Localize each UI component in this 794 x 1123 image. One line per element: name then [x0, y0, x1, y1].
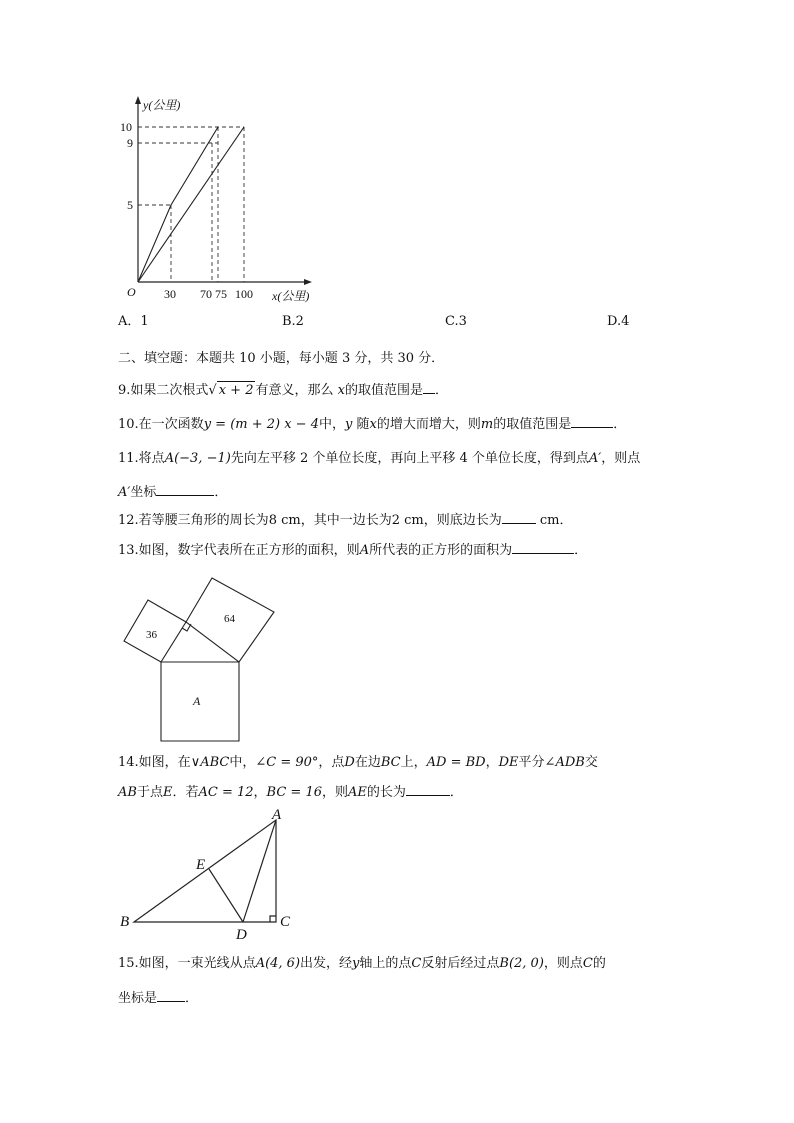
q9-suffix: 的取值范围是: [344, 383, 423, 398]
q11-end1: ，则点: [601, 451, 641, 466]
segment-ad: [243, 820, 276, 922]
option-d[interactable]: D.4: [607, 314, 630, 329]
q11-point: A(−3, −1): [164, 451, 231, 466]
q14-l1g: 平分: [518, 755, 545, 770]
question-10: [118, 414, 626, 434]
q9-var: x: [337, 383, 345, 398]
q12-perimeter: 8 cm: [268, 513, 301, 528]
option-a[interactable]: A．1: [118, 314, 149, 329]
q11-text: 先向左平移 2 个单位长度，再向上平移 4 个单位长度，得到点: [230, 451, 589, 466]
q11-blank[interactable]: [156, 482, 214, 496]
square-right-label: 64: [224, 613, 235, 625]
q11-end: ．: [214, 485, 228, 500]
x-tick-100: 100: [235, 287, 253, 301]
q15-C2: C: [582, 956, 593, 971]
option-c[interactable]: C.3: [445, 314, 467, 329]
q14-l2c: ，: [253, 785, 267, 800]
q14-l1: 14.如图，在: [118, 755, 191, 770]
question-11-line2: [118, 482, 227, 502]
section-heading: 二、填空题：本题共 10 小题，每小题 3 分，共 30 分．: [118, 351, 445, 366]
line-segmented: [138, 127, 218, 282]
origin-label: O: [127, 285, 136, 299]
q15-mid: 出发，经: [300, 956, 353, 971]
right-angle-c: [270, 916, 276, 922]
q9-prefix: 9.如果二次根式: [118, 383, 209, 398]
q14-DE: DE: [498, 755, 519, 770]
option-b[interactable]: B.2: [282, 314, 304, 329]
x-tick-70: 70: [200, 287, 212, 301]
q15-C: C: [411, 956, 422, 971]
q11-point2: A′: [588, 451, 602, 466]
q14-D: D: [344, 755, 355, 770]
line-straight: [138, 127, 244, 282]
q15-blank[interactable]: [157, 988, 185, 1002]
q10-mid: 中，: [318, 417, 345, 432]
y-tick-5: 5: [127, 198, 133, 212]
q15-line2: 坐标是: [118, 991, 158, 1006]
q10-end: ．: [613, 417, 627, 432]
q15-end1: 的: [592, 956, 606, 971]
q14-blank[interactable]: [406, 782, 450, 796]
q14-l1b: 中，: [229, 755, 256, 770]
y-tick-10: 10: [120, 120, 132, 134]
q14-AE: AE: [348, 785, 367, 800]
q15-end: ．: [185, 991, 199, 1006]
q10-blank[interactable]: [571, 414, 613, 428]
q14-BC: BC: [380, 755, 401, 770]
q12-suffix: ，则底边长为: [423, 513, 502, 528]
q15-mid3: 反射后经过点: [421, 956, 500, 971]
q13-prefix: 13.如图，数字代表所在正方形的面积，则: [118, 543, 360, 558]
distance-graph: [110, 90, 350, 310]
q15-mid2: 轴上的点: [359, 956, 412, 971]
q10-m: m: [480, 417, 494, 432]
label-d: D: [236, 927, 247, 943]
q12-blank[interactable]: [502, 510, 536, 524]
y-axis-label: y(公里): [143, 98, 181, 112]
q10-suffix: 的取值范围是: [493, 417, 572, 432]
q12-mid: ，其中一边长为: [300, 513, 392, 528]
q15-pB: B(2, 0): [499, 956, 544, 971]
q12-end: ．: [559, 513, 573, 528]
y-tick-9: 9: [127, 136, 133, 150]
q14-E: E: [162, 785, 173, 800]
q14-AB: AB: [118, 785, 137, 800]
triangle-figure: [112, 805, 312, 945]
x-axis-label: x(公里): [272, 289, 310, 303]
question-12: [118, 510, 573, 530]
q9-end: ．: [434, 383, 448, 398]
q12-unit: cm: [539, 513, 560, 528]
question-13: [118, 540, 587, 560]
q10-mid2: 随: [356, 417, 370, 432]
x-tick-30: 30: [164, 287, 176, 301]
segment-de: [209, 869, 243, 922]
squares-figure: [118, 572, 288, 744]
q9-radicand: x + 2: [218, 383, 254, 398]
q14-l1h: 交: [584, 755, 598, 770]
q12-side: 2 cm: [391, 513, 424, 528]
x-axis-arrow: [304, 279, 312, 285]
q10-prefix: 10.在一次函数: [118, 417, 204, 432]
q11-line2-text: 坐标: [130, 485, 157, 500]
q14-ac: AC = 12: [198, 785, 254, 800]
q13-var: A: [359, 543, 370, 558]
label-b: B: [120, 914, 130, 930]
q14-tri: ∨ABC: [190, 755, 230, 770]
q10-x: x: [369, 417, 377, 432]
question-15-line2: [118, 988, 198, 1008]
q13-end: ．: [574, 543, 588, 558]
q14-l1e: 上，: [400, 755, 427, 770]
square-left-label: 36: [146, 629, 157, 641]
q10-formula: y = (m + 2) x − 4: [203, 417, 319, 432]
q15-pA: A(4, 6): [255, 956, 301, 971]
label-e: E: [196, 857, 206, 873]
question-14-line1: [118, 754, 598, 772]
q14-l2e: 的长为: [366, 785, 406, 800]
q10-y: y: [345, 417, 353, 432]
question-11-line1: [118, 450, 640, 468]
x-tick-75: 75: [215, 287, 227, 301]
q14-l1c: ，点: [318, 755, 345, 770]
q14-end: ．: [449, 785, 463, 800]
q14-ang2: ∠ADB: [544, 755, 585, 770]
q15-prefix: 15.如图，一束光线从点: [118, 956, 256, 971]
label-c: C: [280, 914, 291, 930]
q10-mid3: 的增大而增大，则: [376, 417, 481, 432]
q13-suffix: 所代表的正方形的面积为: [369, 543, 513, 558]
question-15-line1: [118, 955, 606, 973]
q14-l2b: ．若: [172, 785, 199, 800]
question-14-line2: [118, 782, 463, 802]
square-bottom-label: A: [193, 694, 201, 708]
q15-y: y: [352, 956, 360, 971]
q14-bc: BC = 16: [266, 785, 322, 800]
q9-blank[interactable]: [423, 380, 435, 394]
q12-prefix: 12.若等腰三角形的周长为: [118, 513, 269, 528]
q11-line2-point: A′: [118, 485, 131, 500]
q15-mid4: ，则点: [543, 956, 583, 971]
y-axis-arrow: [135, 96, 141, 104]
q14-eq: AD = BD: [426, 755, 486, 770]
q9-mid: 有意义，那么: [255, 383, 334, 398]
q14-l2a: 于点: [136, 785, 163, 800]
q13-blank[interactable]: [512, 540, 574, 554]
q14-l2d: ，则: [322, 785, 349, 800]
question-9: 9.如果二次根式√ x + 2 有意义，那么 x的取值范围是 ．: [118, 380, 448, 400]
q14-angle: ∠C = 90°: [255, 755, 319, 770]
label-a: A: [272, 807, 282, 823]
q11-prefix: 11.将点: [118, 451, 165, 466]
q14-l1f: ，: [485, 755, 499, 770]
q14-l1d: 在边: [354, 755, 381, 770]
